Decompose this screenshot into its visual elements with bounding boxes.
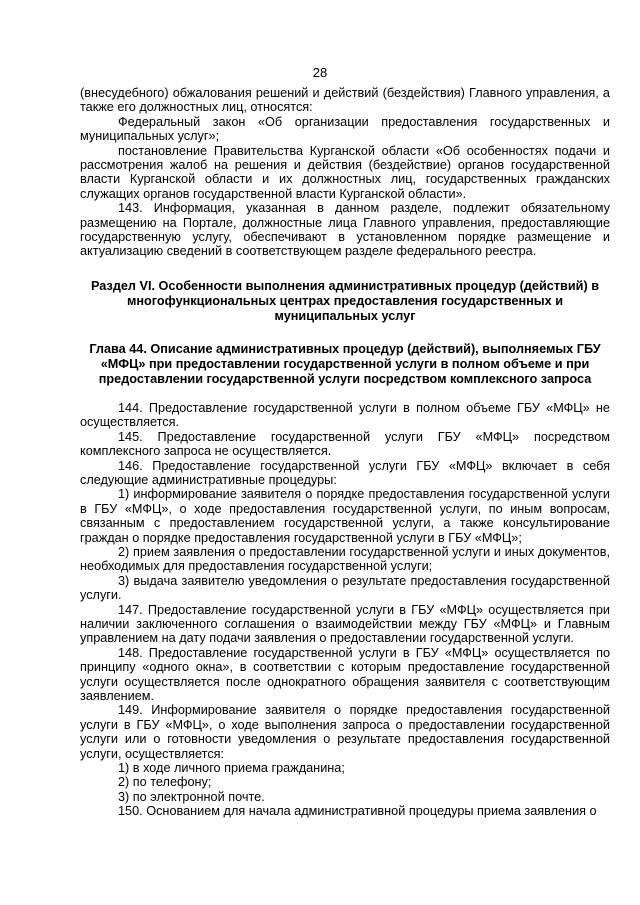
paragraph-149: 149. Информирование заявителя о порядке предоставления государственной услуги в ГБУ «МФЦ», о ходе выполнения запроса о предоставлении государственной услуги или о готовности уведомления о результате предоставления государственной услуги, осуществляется: — [80, 703, 610, 761]
paragraph-148: 148. Предоставление государственной услуги в ГБУ «МФЦ» осуществляется по принципу «одного окна», в соответствии с которым предоставление государственной услуги осуществляется после однократного обращения заявителя с соответствующим заявлением. — [80, 645, 610, 703]
paragraph-146-item-2: 2) прием заявления о предоставлении государственной услуги и иных документов, необходимых для предоставления государственной услуги; — [80, 544, 610, 574]
document-body — [80, 86, 610, 819]
paragraph-145: 145. Предоставление государственной услуги ГБУ «МФЦ» посредством комплексного запроса не осуществляется. — [80, 429, 610, 459]
paragraph-146-item-3: 3) выдача заявителю уведомления о результате предоставления государственной услуги. — [80, 573, 610, 603]
federal-law-item: Федеральный закон «Об организации предоставления государственных и муниципальных услуг»; — [80, 114, 610, 144]
intro-paragraph-1: (внесудебного) обжалования решений и действий (бездействия) Главного управления, а также его должностных лиц, относятся: — [80, 86, 610, 115]
chapter-title: Глава 44. Описание административных процедур (действий), выполняемых ГБУ «МФЦ» при предоставлении государственной услуги в полном объеме и при предоставлении государственной услуги посредством комплексного запроса — [89, 341, 601, 386]
page-number: 28 — [312, 65, 328, 80]
paragraph-150: 150. Основанием для начала административной процедуры приема заявления о — [118, 804, 597, 819]
paragraph-144: 144. Предоставление государственной услуги в полном объеме ГБУ «МФЦ» не осуществляется. — [80, 400, 610, 430]
paragraph-146-item-1: 1) информирование заявителя о порядке предоставления государственной услуги в ГБУ «МФЦ», о ходе предоставления государственной услуги, по иным вопросам, связанным с предоставлением государственной услуги, а также консультирование граждан о порядке предоставления государственной услуги в ГБУ «МФЦ»; — [80, 487, 610, 545]
section-title: Раздел VI. Особенности выполнения административных процедур (действий) в многофункциональных центрах предоставления государственных и муниципальных услуг — [91, 278, 599, 323]
paragraph-147: 147. Предоставление государственной услуги в ГБУ «МФЦ» осуществляется при наличии заключенного соглашения о взаимодействии между ГБУ «МФЦ» и Главным управлением на дату подачи заявления о предоставлении государственной услуги. — [80, 602, 610, 646]
paragraph-149-item-3: 3) по электронной почте. — [118, 789, 265, 804]
paragraph-146: 146. Предоставление государственной услуги ГБУ «МФЦ» включает в себя следующие административные процедуры: — [80, 458, 610, 487]
paragraph-149-item-1: 1) в ходе личного приема гражданина; — [118, 761, 345, 776]
paragraph-149-item-2: 2) по телефону; — [118, 775, 212, 790]
paragraph-143: 143. Информация, указанная в данном разделе, подлежит обязательному размещению на Портале, должностные лица Главного управления, предоставляющие государственную услугу, обеспечивают в установленном порядке размещение и актуализацию сведений в соответствующем разделе федерального реестра. — [80, 201, 610, 259]
regional-decree-item: постановление Правительства Курганской области «Об особенностях подачи и рассмотрения жалоб на решения и действия (бездействие) органов государственной власти Курганской области и их должностных лиц, государственных гражданских служащих органов государственной власти Курганской области». — [80, 143, 610, 201]
